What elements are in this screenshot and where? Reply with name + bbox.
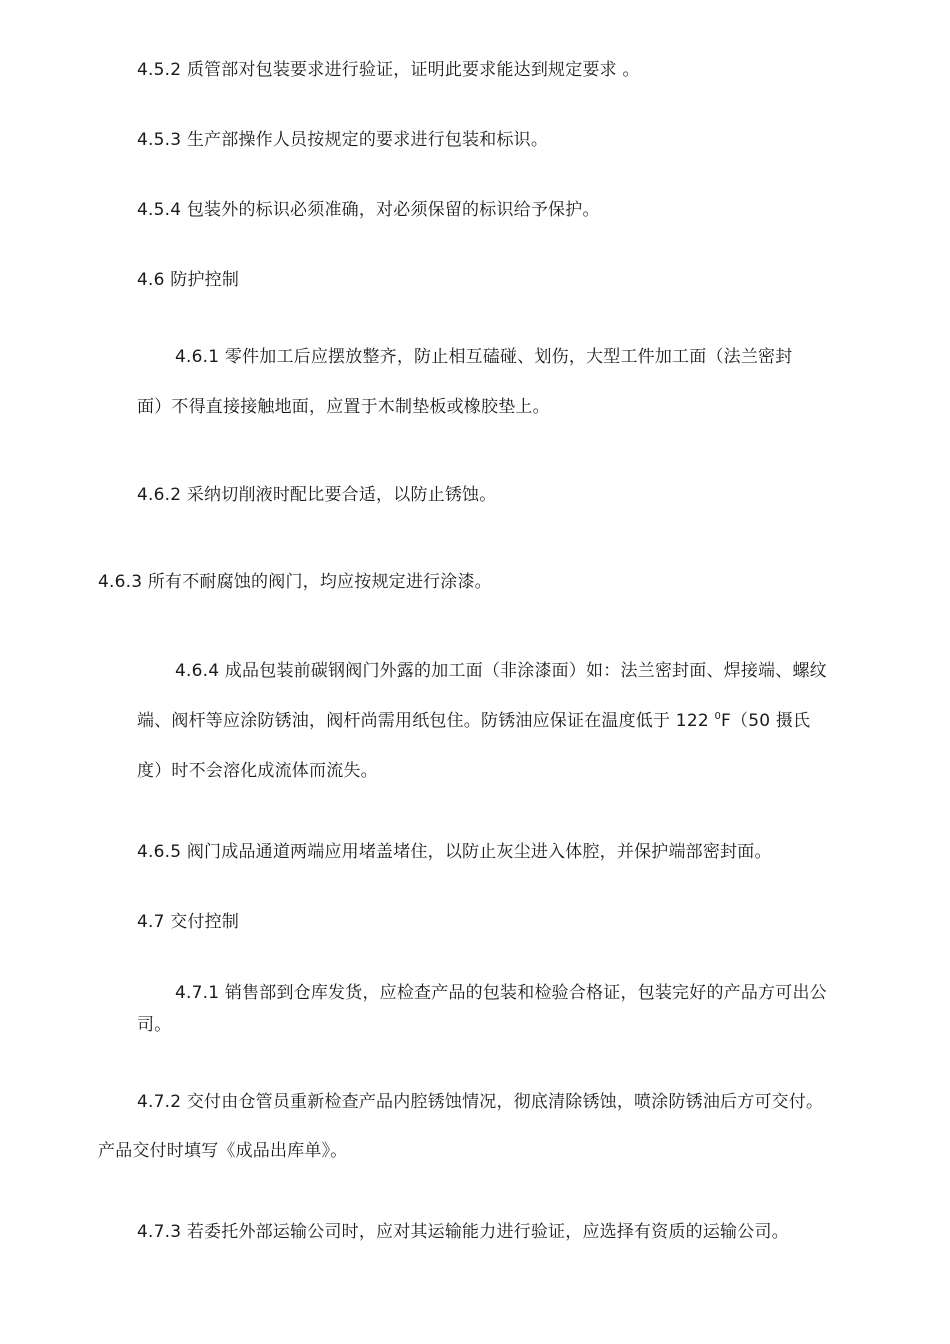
paragraph-4-6-4-line-1: 4.6.4 成品包装前碳钢阀门外露的加工面（非涂漆面）如：法兰密封面、焊接端、螺纹 xyxy=(175,661,827,681)
paragraph-4-6-2: 4.6.2 采纳切削液时配比要合适，以防止锈蚀。 xyxy=(137,485,497,505)
paragraph-4-7-1-line-1: 4.7.1 销售部到仓库发货，应检查产品的包装和检验合格证，包装完好的产品方可出公 xyxy=(175,983,827,1003)
paragraph-4-7-2-line-1: 4.7.2 交付由仓管员重新检查产品内腔锈蚀情况，彻底清除锈蚀，喷涂防锈油后方可交付。 xyxy=(137,1092,824,1112)
heading-4-6: 4.6 防护控制 xyxy=(137,270,240,290)
paragraph-4-6-3: 4.6.3 所有不耐腐蚀的阀门，均应按规定进行涂漆。 xyxy=(98,572,492,592)
superscript-degree: 0 xyxy=(714,711,722,722)
paragraph-4-6-1-line-1: 4.6.1 零件加工后应摆放整齐，防止相互磕碰、划伤，大型工件加工面（法兰密封 xyxy=(175,347,793,367)
line-text-b: F（50 摄氏 xyxy=(721,711,811,731)
paragraph-4-7-3: 4.7.3 若委托外部运输公司时，应对其运输能力进行验证，应选择有资质的运输公司。 xyxy=(137,1222,789,1242)
paragraph-4-7-2-line-2: 产品交付时填写《成品出库单》。 xyxy=(98,1141,348,1161)
paragraph-4-5-2: 4.5.2 质管部对包装要求进行验证，证明此要求能达到规定要求 。 xyxy=(137,60,640,80)
paragraph-4-5-4: 4.5.4 包装外的标识必须准确，对必须保留的标识给予保护。 xyxy=(137,200,600,220)
heading-4-7: 4.7 交付控制 xyxy=(137,912,240,932)
paragraph-4-6-4-line-2 xyxy=(137,709,810,733)
paragraph-4-5-3: 4.5.3 生产部操作人员按规定的要求进行包装和标识。 xyxy=(137,130,549,150)
line-text-a: 端、阀杆等应涂防锈油，阀杆尚需用纸包住。防锈油应保证在温度低于 122 xyxy=(137,711,715,731)
paragraph-4-7-1-line-2: 司。 xyxy=(137,1015,172,1035)
paragraph-4-6-5: 4.6.5 阀门成品通道两端应用堵盖堵住，以防止灰尘进入体腔，并保护端部密封面。 xyxy=(137,842,772,862)
paragraph-4-6-1-line-2: 面）不得直接接触地面，应置于木制垫板或橡胶垫上。 xyxy=(137,397,550,417)
paragraph-4-6-4-line-3: 度）时不会溶化成流体而流失。 xyxy=(137,761,378,781)
